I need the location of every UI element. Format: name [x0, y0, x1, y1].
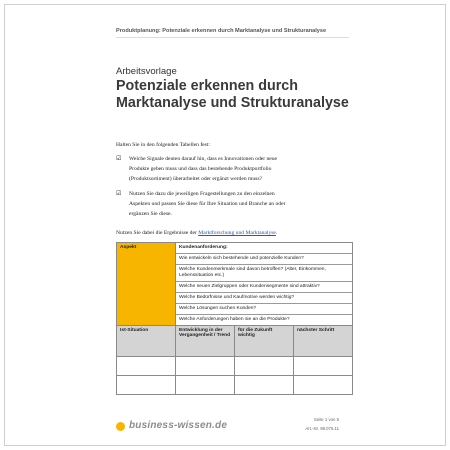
empty-cell[interactable] [294, 376, 353, 395]
aspekt-cell: Aspekt [117, 243, 176, 326]
page-number: Seite 1 von 5 [313, 417, 339, 422]
usage-note: Nutzen Sie dabei die Ergebnisse der Marktforschung und Marktanalyse. [116, 230, 278, 236]
table-row [117, 243, 353, 326]
question-item: Welche Bedürfnisse und Kaufmotive werden wichtig? [176, 293, 352, 304]
empty-cell[interactable] [294, 357, 353, 376]
table-row [117, 357, 353, 376]
question-item: Welche neuen Zielgruppen oder Kundensegmente sind attraktiv? [176, 282, 352, 293]
column-header: Entwicklung in der Vergangenheit / Trend [176, 326, 235, 357]
page-title: Potenziale erkennen durch Marktanalyse und Strukturanalyse [116, 78, 349, 111]
empty-cell[interactable] [235, 376, 294, 395]
column-header: für die Zukunft wichtig [235, 326, 294, 357]
column-header: Ist-Situation [117, 326, 176, 357]
empty-cell[interactable] [235, 357, 294, 376]
logo-dot-icon [116, 422, 125, 431]
question-item: Welche Anforderungen haben sie an die Produkte? [179, 317, 290, 322]
bullet-line: Produkte geben muss und dass das bestehende Produktportfolio [129, 166, 272, 172]
empty-cell[interactable] [117, 357, 176, 376]
table-row [117, 376, 353, 395]
running-header: Produktplanung: Potenziale erkennen durch Marktanalyse und Strukturanalyse [116, 28, 327, 34]
empty-cell[interactable] [117, 376, 176, 395]
intro-text: Halten Sie in den folgenden Tabellen fest: [116, 142, 210, 148]
question-item: Welche Lösungen suchen Kunden? [176, 304, 352, 315]
document-type: Arbeitsvorlage [116, 66, 177, 77]
empty-cell[interactable] [176, 357, 235, 376]
kunden-header: Kundenanforderung: [176, 243, 352, 254]
market-research-link[interactable]: Marktforschung und Marktanalyse [198, 230, 276, 236]
analysis-table [116, 242, 353, 395]
checkbox-checked-icon: ☑ [116, 156, 122, 162]
document-page [4, 4, 446, 446]
question-item: Wie entwickeln sich bestehende und potenzielle Kunden? [176, 254, 352, 265]
empty-cell[interactable] [176, 376, 235, 395]
bullet-line: Welche Signale deuten darauf hin, dass es Innovationen oder neue [129, 156, 278, 162]
article-number: Art.-Nr. 98.076.11 [305, 426, 339, 431]
bullet-line: Aspekten und passen Sie diese für Ihre Situation und Branche an oder [129, 201, 286, 207]
kunden-cell [176, 243, 353, 326]
header-divider [116, 37, 349, 38]
column-header: nächster Schritt [294, 326, 353, 357]
bullet-line: Nutzen Sie dazu die jeweiligen Fragestellungen zu den einzelnen [129, 191, 275, 197]
bullet-line: ergänzen Sie diese. [129, 211, 172, 217]
logo: business-wissen.de [129, 420, 228, 431]
table-header-row [117, 326, 353, 357]
question-item: Welche Kundenmerkmale sind davon betroffen? (Alter, Einkommen, Lebenssituation etc.) [176, 265, 352, 282]
checkbox-checked-icon: ☑ [116, 191, 122, 197]
bullet-line: (Produktsortiment) überarbeitet oder ergänzt werden muss? [129, 176, 263, 182]
